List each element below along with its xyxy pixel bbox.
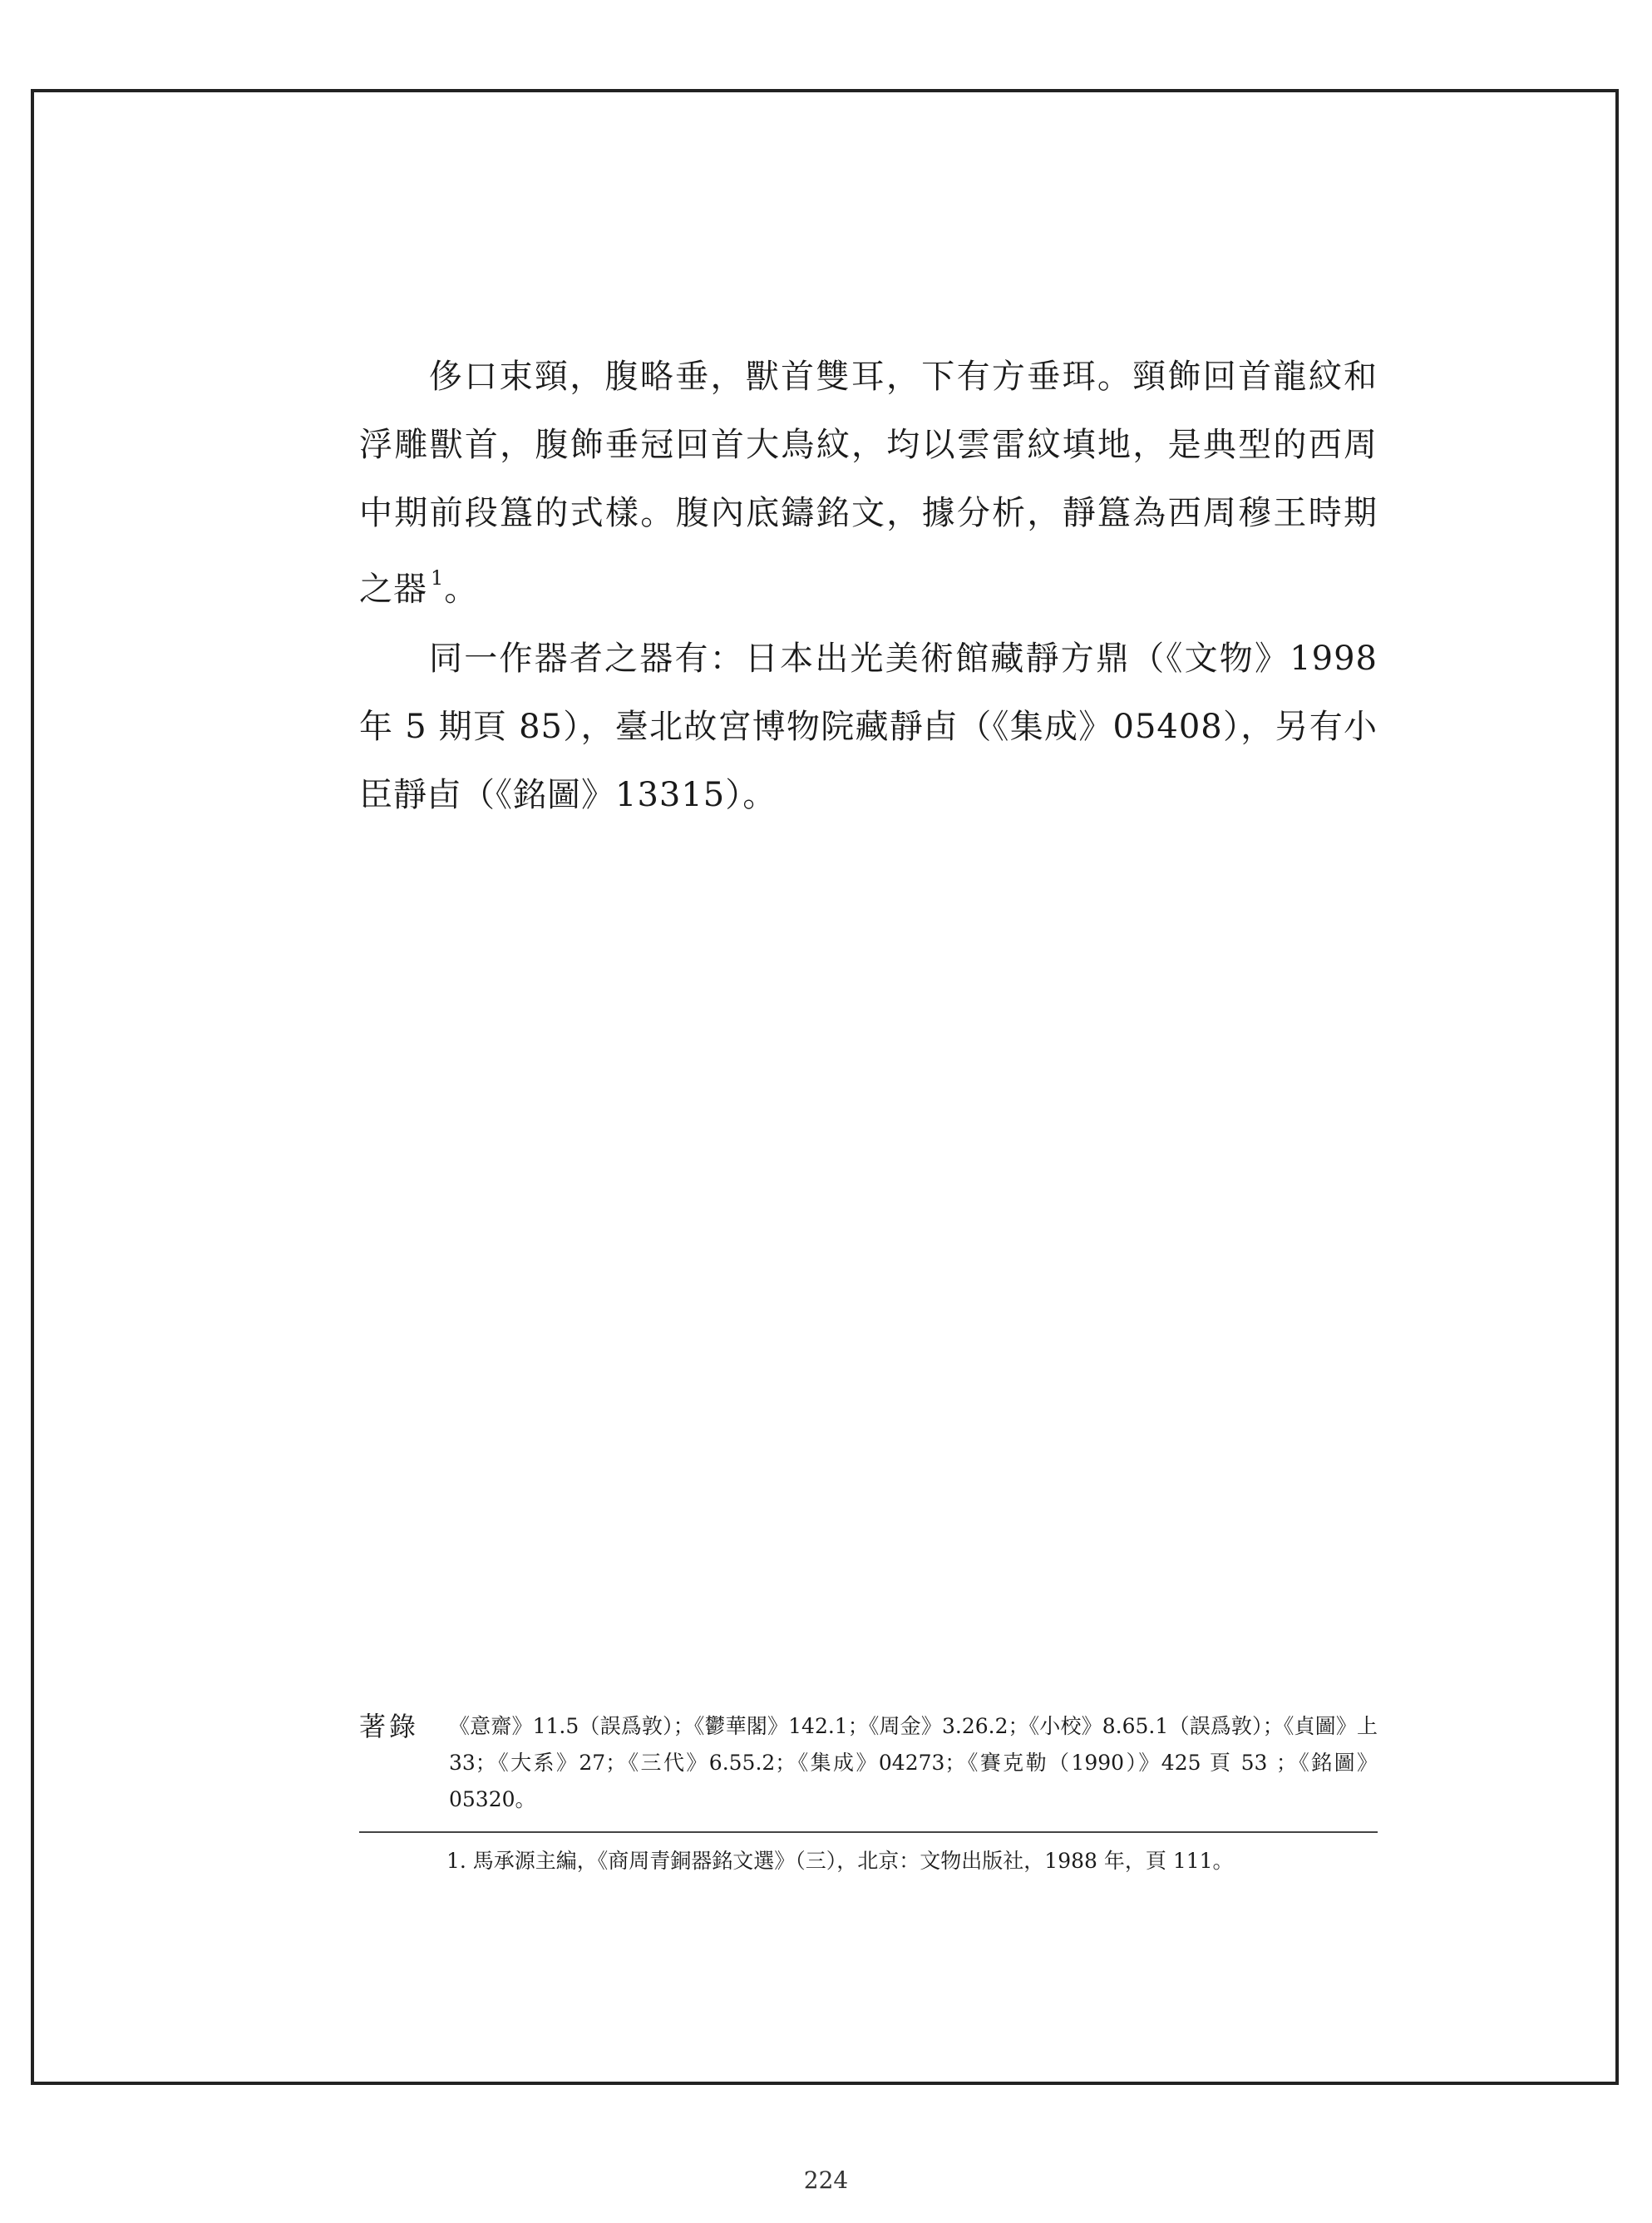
page-number: 224 bbox=[803, 2166, 849, 2194]
records-label: 著錄 bbox=[359, 1711, 420, 1742]
records-text: 《意齋》11.5（誤爲敦）；《鬱華閣》142.1；《周金》3.26.2；《小校》8.65.1（誤爲敦）；《貞圖》上 33；《大系》27；《三代》6.55.2；《集成》04273；《賽克勒（1990）》425 頁 53 ；《銘圖》05320。 bbox=[449, 1714, 1378, 1811]
body-paragraph-1 bbox=[359, 343, 1378, 623]
main-body-text bbox=[359, 343, 1378, 829]
body-paragraph-1-end: 。 bbox=[444, 570, 479, 609]
footnote-1: 1. 馬承源主編，《商周青銅器銘文選》（三），北京：文物出版社，1988 年，頁 111。 bbox=[446, 1849, 1234, 1873]
footnote-divider bbox=[359, 1831, 1378, 1833]
body-paragraph-1-text: 侈口束頸，腹略垂，獸首雙耳，下有方垂珥。頸飾回首龍紋和浮雕獸首，腹飾垂冠回首大鳥紋，均以雲雷紋填地，是典型的西周中期前段簋的式樣。腹內底鑄銘文，據分析，靜簋為西周穆王時期之器 bbox=[359, 358, 1378, 609]
footnote-reference-1[interactable]: 1 bbox=[431, 566, 445, 590]
bibliographic-records bbox=[359, 1708, 1378, 1818]
body-paragraph-2: 同一作器者之器有：日本出光美術館藏靜方鼎（《文物》1998 年 5 期頁 85），臺北故宮博物院藏靜卣（《集成》05408），另有小臣靜卣（《銘圖》13315）。 bbox=[359, 640, 1378, 815]
